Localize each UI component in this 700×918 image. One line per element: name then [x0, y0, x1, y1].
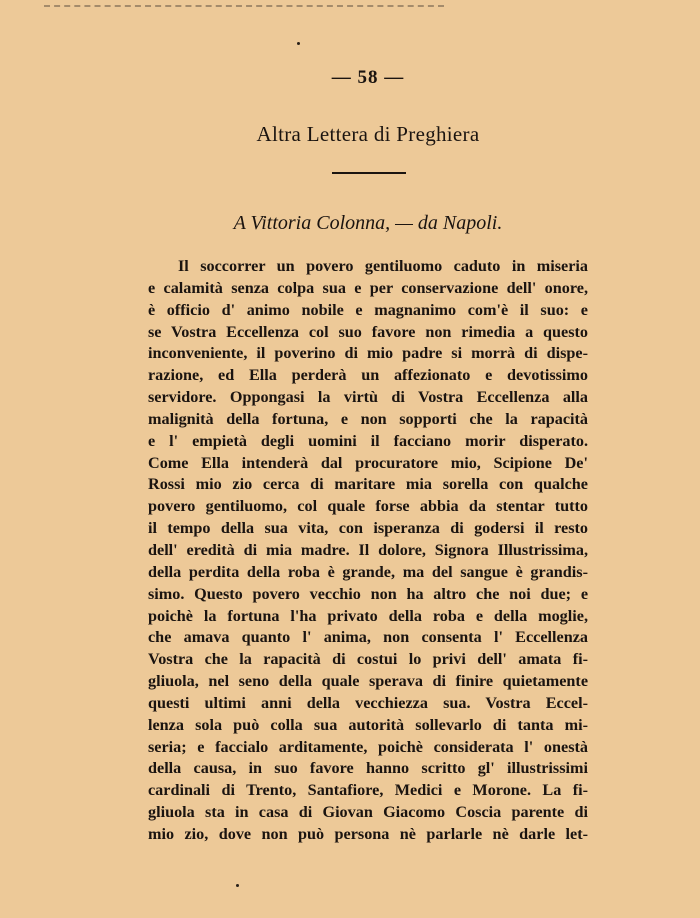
body-line: dell' eredità di mia madre. Il dolore, Signora Illustrissima,: [148, 540, 588, 559]
body-line: malignità della fortuna, e non sopporti che la rapacità: [148, 409, 588, 428]
body-line: Come Ella intenderà dal procuratore mio, Scipione De': [148, 453, 588, 472]
body-line: lenza sola può colla sua autorità sollevarlo di tanta mi-: [148, 715, 588, 734]
body-line: simo. Questo povero vecchio non ha altro che noi due; e: [148, 584, 588, 603]
ink-speck: [297, 42, 300, 45]
body-line: che amava quanto l' anima, non consenta l' Eccellenza: [148, 628, 588, 647]
body-line: povero gentiluomo, col quale forse abbia da stentar tutto: [148, 497, 588, 516]
body-line: Rossi mio zio cerca di maritare mia sorella con qualche: [148, 475, 588, 494]
body-line: seria; e faccialo arditamente, poichè considerata l' onestà: [148, 737, 588, 756]
letter-body: [148, 256, 588, 846]
body-line: servidore. Oppongasi la virtù di Vostra Eccellenza alla: [148, 388, 588, 407]
body-line: razione, ed Ella perderà un affezionato e devotissimo: [148, 366, 588, 385]
body-line: Il soccorrer un povero gentiluomo caduto in miseria: [178, 257, 588, 275]
title-divider-rule: [332, 172, 406, 174]
body-line: e l' empietà degli uomini il facciano morir disperato.: [148, 431, 588, 450]
top-edge-rule: [44, 5, 444, 9]
ink-speck: [236, 884, 239, 887]
body-line: gliuola sta in casa di Giovan Giacomo Coscia parente di: [148, 803, 588, 822]
letter-title: Altra Lettera di Preghiera: [256, 122, 480, 146]
body-line: poichè la fortuna l'ha privato della roba e della moglie,: [148, 606, 588, 625]
body-line: se Vostra Eccellenza col suo favore non rimedia a questo: [148, 322, 588, 341]
letter-subtitle: A Vittoria Colonna, — da Napoli.: [233, 212, 503, 234]
body-line: Vostra che la rapacità di costui lo privi dell' amata fi-: [148, 650, 588, 669]
body-line: il tempo della sua vita, con isperanza di godersi il resto: [148, 519, 588, 538]
body-line: cardinali di Trento, Santafiore, Medici e Morone. La fi-: [148, 781, 588, 800]
body-line: mio zio, dove non può persona nè parlarle nè darle let-: [148, 824, 588, 843]
body-line: della perdita della roba è grande, ma del sangue è grandis-: [148, 562, 588, 581]
page-number: — 58 —: [331, 67, 405, 88]
body-line: della causa, in suo favore hanno scritto gl' illustrissimi: [148, 759, 588, 778]
body-line: inconveniente, il poverino di mio padre si morrà di dispe-: [148, 344, 588, 363]
body-line: e calamità senza colpa sua e per conservazione dell' onore,: [148, 278, 588, 297]
body-line: questi ultimi anni della vecchiezza sua. Vostra Eccel-: [148, 693, 588, 712]
body-line: gliuola, nel seno della quale sperava di finire quietamente: [148, 672, 588, 691]
body-line: è officio d' animo nobile e magnanimo com'è il suo: e: [148, 300, 588, 319]
